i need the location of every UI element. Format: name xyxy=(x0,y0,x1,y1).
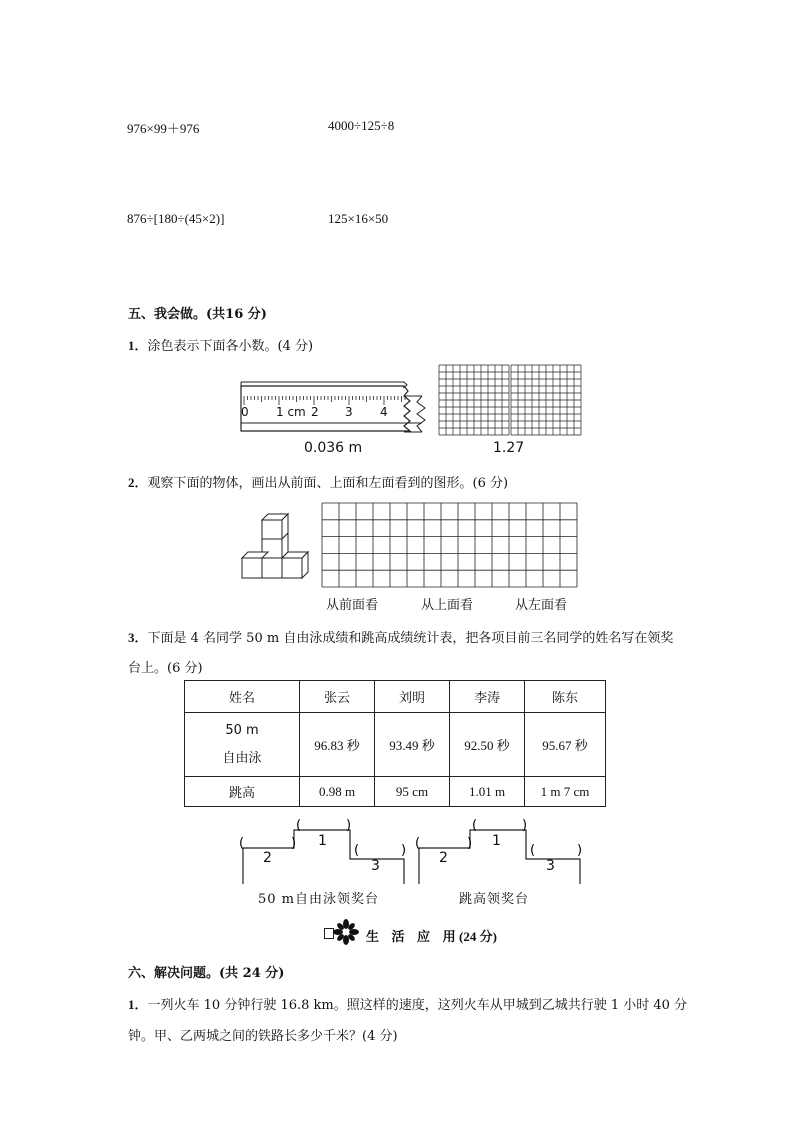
section6-title: 六、解决问题。(共 24 分) xyxy=(128,966,285,981)
table-cell: 0.98 m xyxy=(300,777,375,807)
hundred-grids xyxy=(438,364,582,436)
podium-jump-caption: 跳高领奖台 xyxy=(459,892,530,907)
table-cell: 95 cm xyxy=(375,777,450,807)
q3-prompt-line1: 3．下面是 4 名同学 50 m 自由泳成绩和跳高成绩统计表，把各项目前三名同学的姓名写在领奖 xyxy=(128,630,674,646)
ruler-tick-3: 3 xyxy=(345,405,353,419)
svg-text:): ) xyxy=(291,836,297,851)
svg-text:(: ( xyxy=(239,836,245,851)
table-header-cell: 姓名 xyxy=(185,681,300,713)
ruler-figure xyxy=(236,376,430,436)
view-label-top: 从上面看 xyxy=(421,598,474,613)
table-cell: 96.83 秒 xyxy=(300,713,375,777)
row-label-jump: 跳高 xyxy=(185,777,300,807)
podium-swim-place-1: 1 xyxy=(318,833,327,849)
table-row xyxy=(185,777,606,807)
q1-prompt: 1．涂色表示下面各小数。(4 分) xyxy=(128,338,314,354)
table-header-cell: 刘明 xyxy=(375,681,450,713)
table-header-row xyxy=(185,681,606,713)
ruler-tick-2: 2 xyxy=(311,405,319,419)
svg-text:(: ( xyxy=(296,818,302,833)
view-label-left: 从左面看 xyxy=(515,598,568,613)
ruler-tick-4: 4 xyxy=(380,405,388,419)
ruler-caption: 0.036 m xyxy=(304,440,363,456)
podium-jump-place-1: 1 xyxy=(492,833,501,849)
row-label-swim: 50 m 自由泳 xyxy=(185,713,300,777)
table-header-cell: 李涛 xyxy=(450,681,525,713)
svg-text:(: ( xyxy=(415,836,421,851)
table-header-cell: 陈东 xyxy=(525,681,606,713)
grid-caption: 1.27 xyxy=(493,440,525,456)
podium-swim-place-3: 3 xyxy=(371,858,380,874)
svg-text:): ) xyxy=(346,818,352,833)
svg-text:): ) xyxy=(401,843,407,858)
svg-text:(: ( xyxy=(472,818,478,833)
svg-text:): ) xyxy=(522,818,528,833)
table-row xyxy=(185,713,606,777)
results-table xyxy=(184,680,606,807)
s6-q1-line1: 1．一列火车 10 分钟行驶 16.8 km。照这样的速度，这列火车从甲城到乙城共行驶 1 小时 40 分 xyxy=(128,997,688,1013)
podium-swim-caption: 50 m自由泳领奖台 xyxy=(258,892,380,907)
calc-4: 125×16×50 xyxy=(328,211,389,226)
q2-prompt: 2．观察下面的物体，画出从前面、上面和左面看到的图形。(6 分) xyxy=(128,475,509,491)
table-cell: 1.01 m xyxy=(450,777,525,807)
table-cell: 93.49 秒 xyxy=(375,713,450,777)
s6-q1-line2: 钟。甲、乙两城之间的铁路长多少千米？(4 分) xyxy=(128,1029,398,1044)
banner-title: 生 活 应 用 xyxy=(366,930,460,945)
svg-text:(: ( xyxy=(530,843,536,858)
table-cell: 92.50 秒 xyxy=(450,713,525,777)
svg-text:): ) xyxy=(577,843,583,858)
svg-text:): ) xyxy=(467,836,473,851)
flower-icon xyxy=(333,919,359,945)
ruler-tick-0: 0 xyxy=(241,405,249,419)
banner-score: (24 分) xyxy=(459,929,497,944)
svg-text:(: ( xyxy=(354,843,360,858)
calc-1: 976×99＋976 xyxy=(127,121,200,136)
q3-prompt-line2: 台上。(6 分) xyxy=(128,661,203,676)
section5-title: 五、我会做。(共16 分) xyxy=(128,307,267,322)
podium-swim-place-2: 2 xyxy=(263,850,272,866)
table-header-cell: 张云 xyxy=(300,681,375,713)
cube-stack-figure xyxy=(240,512,312,580)
podium-jump-place-2: 2 xyxy=(439,850,448,866)
table-cell: 1 m 7 cm xyxy=(525,777,606,807)
view-drawing-grid[interactable] xyxy=(321,502,581,588)
ruler-tick-1cm: 1 cm xyxy=(276,405,306,419)
podium-jump-place-3: 3 xyxy=(546,858,555,874)
view-label-front: 从前面看 xyxy=(326,598,379,613)
calc-2: 4000÷125÷8 xyxy=(328,118,395,133)
calc-3: 876÷[180÷(45×2)] xyxy=(127,211,225,226)
table-cell: 95.67 秒 xyxy=(525,713,606,777)
